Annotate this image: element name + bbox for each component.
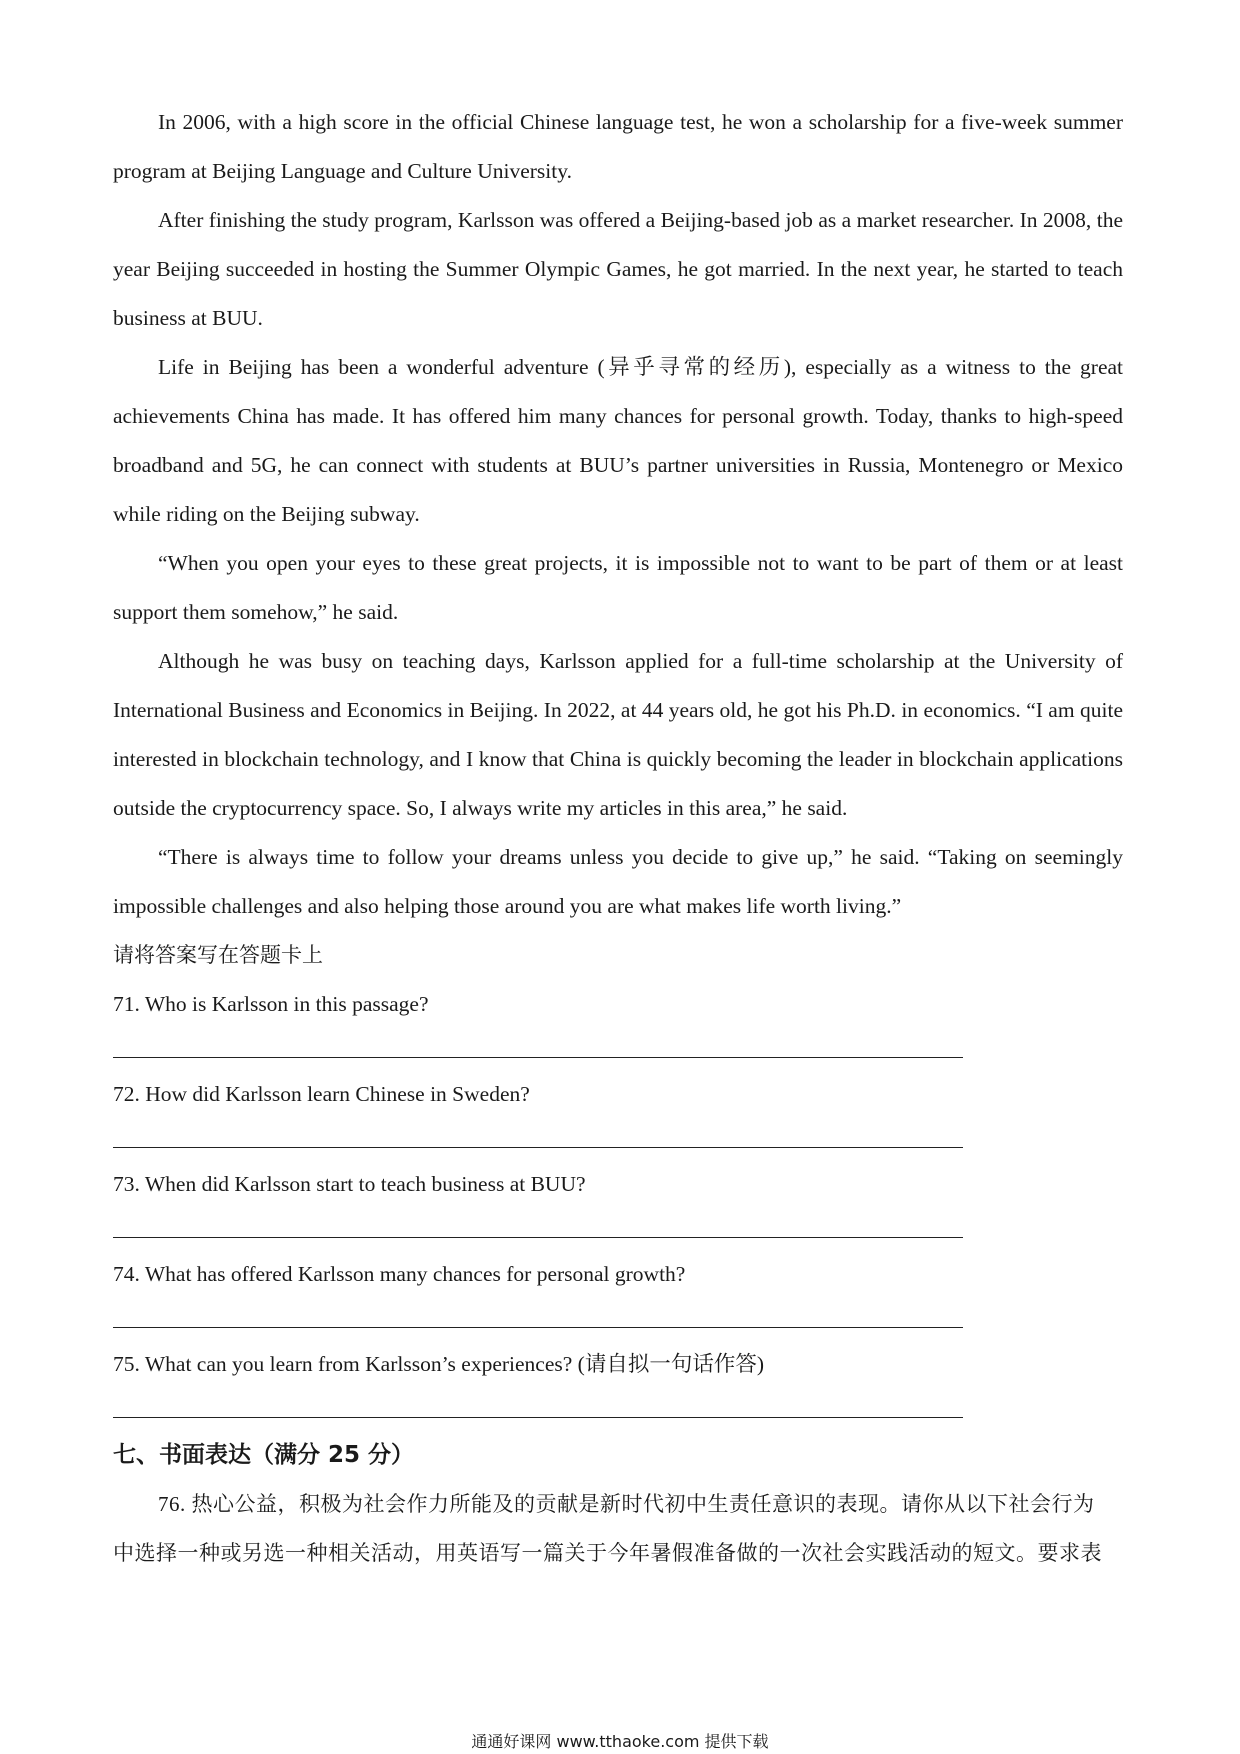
passage-line: International Business and Economics in Beijing. In 2022, at 44 years old, he got his Ph.D. in economics. “I am [113,698,1075,722]
passage-line: program at Beijing Language and Culture University. [113,159,572,183]
passage-line: Although he was busy on teaching days, Karlsson applied for a full-time scholarship at the University of [158,649,1123,673]
passage-line: support them somehow,” he said. [113,600,399,624]
passage-paragraph-3 [113,343,1123,539]
page-footer: 通通好课网 www.tthaoke.com 提供下载 [471,1732,769,1751]
passage-line: while riding on the Beijing subway. [113,502,420,526]
passage-line: quite interested in blockchain technology, and I know that China is quickly becoming the leader in blockchain [113,698,1123,771]
writing-task [113,1480,1123,1578]
answer-line[interactable] [113,1057,963,1058]
passage-line: impossible challenges and also helping those around you are what makes life worth living.” [113,894,902,918]
section-title: 七、书面表达（满分 25 分） [113,1442,415,1468]
passage-line: teach business at BUU. [113,257,1124,330]
passage-paragraph-6 [113,833,1123,931]
passage-paragraph-4 [113,539,1123,637]
question-text: 75. What can you learn from Karlsson’s experiences? (请自拟一句话作答) [113,1352,764,1376]
question-item [113,1340,1123,1418]
question-text: 71. Who is Karlsson in this passage? [113,992,429,1016]
answer-line[interactable] [113,1417,963,1418]
passage-line: “When you open your eyes to these great projects, it is impossible not to want to be part of them or at least [158,551,1123,575]
passage-paragraph-2 [113,196,1123,343]
task-line: 76. 热心公益，积极为社会作力所能及的贡献是新时代初中生责任意识的表现。请你从以下社会行为 [158,1492,1095,1516]
passage [113,98,1123,931]
question-item [113,1250,1123,1328]
answer-line[interactable] [113,1327,963,1328]
question-text: 74. What has offered Karlsson many chances for personal growth? [113,1262,686,1286]
page-content [113,98,1123,1578]
passage-line: achievements China has made. It has offered him many chances for personal growth. Today, thanks to high-speed [113,404,1123,428]
question-list [113,980,1123,1418]
question-item [113,1070,1123,1148]
passage-paragraph-5 [113,637,1123,833]
question-item [113,1160,1123,1238]
task-line: 中选择一种或另选一种相关活动，用英语写一篇关于今年暑假准备做的一次社会实践活动的短文。要求表 [113,1541,1102,1565]
question-item [113,980,1123,1058]
answer-line[interactable] [113,1237,963,1238]
question-text: 72. How did Karlsson learn Chinese in Sweden? [113,1082,530,1106]
passage-line: applications outside the cryptocurrency space. So, I always write my articles in this area,” he said. [113,747,1123,820]
passage-line: the year Beijing succeeded in hosting the Summer Olympic Games, he got married. In the next year, he started to [113,208,1124,281]
passage-paragraph-1 [113,98,1123,196]
passage-line: “There is always time to follow your dreams unless you decide to give up,” he said. “Taking on seemingly [158,845,1123,869]
passage-line: Life in Beijing has been a wonderful adventure (异乎寻常的经历), especially as a witness to the great [158,355,1123,379]
passage-line: In 2006, with a high score in the official Chinese language test, he won a scholarship for a five-week summer [158,110,1123,134]
answer-instruction: 请将答案写在答题卡上 [113,943,323,967]
passage-line: After finishing the study program, Karlsson was offered a Beijing-based job as a market researcher. In 2008, [158,208,1092,232]
passage-line: broadband and 5G, he can connect with students at BUU’s partner universities in Russia, Montenegro or Mexico [113,453,1123,477]
answer-line[interactable] [113,1147,963,1148]
question-text: 73. When did Karlsson start to teach business at BUU? [113,1172,586,1196]
